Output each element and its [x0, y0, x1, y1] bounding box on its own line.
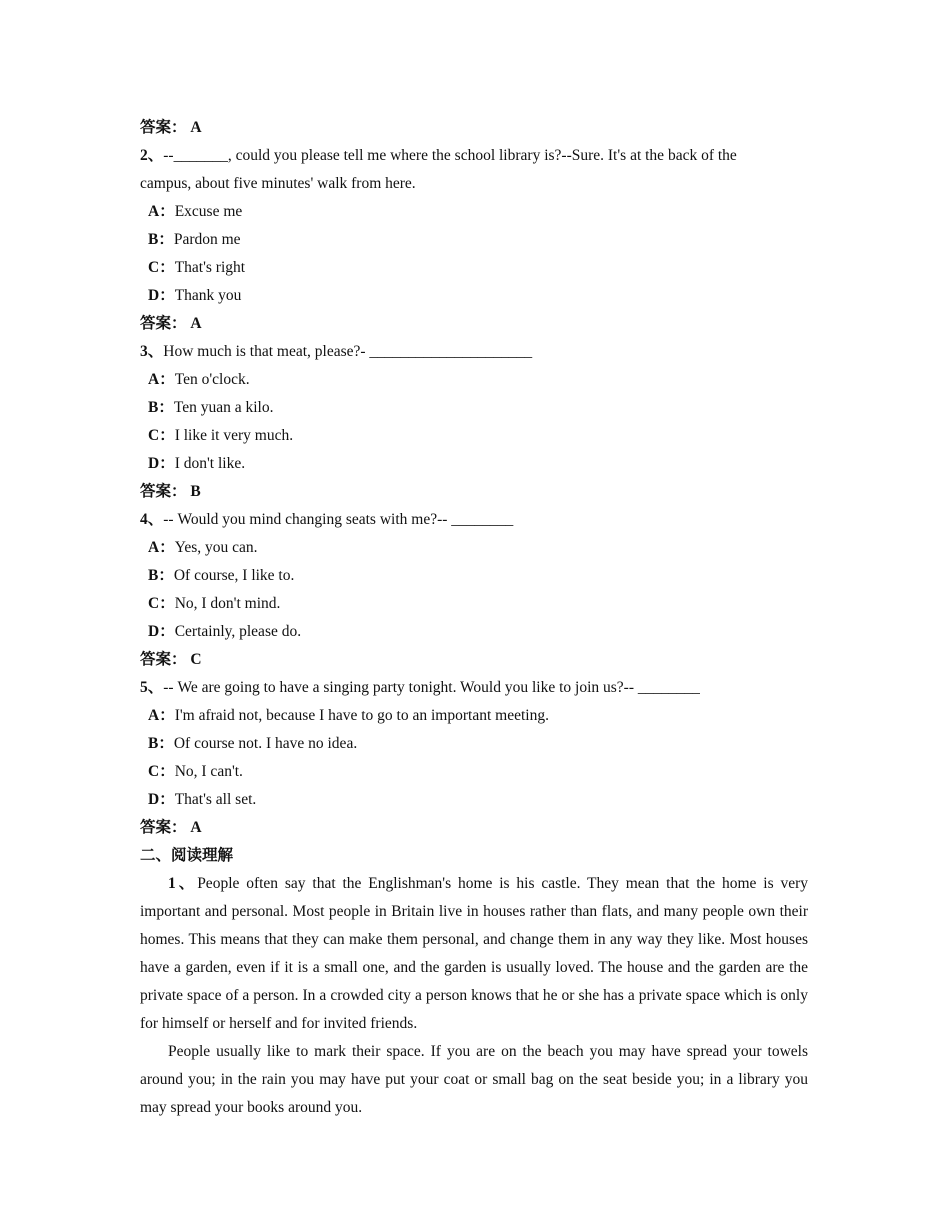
option-text: I'm afraid not, because I have to go to an important meeting.	[174, 707, 549, 724]
option-line	[140, 394, 808, 422]
option-letter: B：	[148, 567, 174, 584]
option-letter: A：	[148, 371, 175, 388]
answer-line	[140, 310, 808, 338]
option-line	[140, 226, 808, 254]
option-text: Yes, you can.	[174, 539, 258, 556]
option-text: Of course not. I have no idea.	[173, 735, 358, 752]
answer-line	[140, 114, 808, 142]
question-text: -- We are going to have a singing party tonight. Would you like to join us?-- ________	[163, 679, 700, 696]
option-line	[140, 730, 808, 758]
option-text: Ten o'clock.	[174, 371, 250, 388]
option-text: I like it very much.	[174, 427, 294, 444]
option-letter: A：	[148, 707, 175, 724]
option-letter: C：	[148, 763, 175, 780]
option-text: I don't like.	[174, 455, 246, 472]
option-letter: C：	[148, 259, 175, 276]
option-text: Thank you	[174, 287, 242, 304]
question-text: --_______, could you please tell me where the school library is?--Sure. It's at the back of the	[163, 147, 737, 164]
question-number: 2、	[140, 147, 164, 164]
option-line	[140, 198, 808, 226]
option-letter: B：	[148, 231, 174, 248]
option-text: Excuse me	[174, 203, 243, 220]
answer-value: A	[190, 315, 202, 332]
option-line	[140, 702, 808, 730]
option-text: No, I don't mind.	[174, 595, 281, 612]
question-number: 5、	[140, 679, 164, 696]
question-line	[140, 338, 808, 366]
question-number: 4、	[140, 511, 164, 528]
answer-label: 答案：	[140, 819, 187, 836]
answer-label: 答案：	[140, 483, 187, 500]
answer-value: A	[190, 819, 202, 836]
option-line	[140, 254, 808, 282]
option-letter: D：	[148, 623, 175, 640]
option-line	[140, 282, 808, 310]
option-letter: D：	[148, 455, 175, 472]
answer-line	[140, 814, 808, 842]
question-line	[140, 142, 808, 170]
option-text: That's right	[174, 259, 246, 276]
answer-label: 答案：	[140, 651, 187, 668]
question-number: 3、	[140, 343, 164, 360]
option-letter: D：	[148, 791, 175, 808]
option-text: Certainly, please do.	[174, 623, 302, 640]
option-line	[140, 534, 808, 562]
option-text: Ten yuan a kilo.	[173, 399, 274, 416]
reading-paragraph-1	[140, 870, 808, 1038]
option-letter: D：	[148, 287, 175, 304]
option-line	[140, 618, 808, 646]
question-text: How much is that meat, please?- _____________________	[163, 343, 533, 360]
option-line	[140, 422, 808, 450]
option-text: That's all set.	[174, 791, 257, 808]
reading-number: 1、	[168, 875, 198, 892]
option-letter: A：	[148, 203, 175, 220]
document-content	[140, 114, 808, 1122]
option-letter: A：	[148, 539, 175, 556]
answer-label: 答案：	[140, 315, 187, 332]
answer-line	[140, 646, 808, 674]
section-title: 二、阅读理解	[140, 847, 234, 864]
reading-paragraph-2: People usually like to mark their space. If you are on the beach you may have spread your towels around you; in the rain you may have put your coat or small bag on the seat beside you; in a library you may spread your books around you.	[140, 1043, 808, 1116]
option-line	[140, 758, 808, 786]
option-line	[140, 562, 808, 590]
answer-value: B	[190, 483, 201, 500]
option-letter: C：	[148, 595, 175, 612]
option-line	[140, 590, 808, 618]
option-line	[140, 450, 808, 478]
option-line	[140, 786, 808, 814]
question-line	[140, 506, 808, 534]
answer-value: C	[190, 651, 202, 668]
question-text-continued: campus, about five minutes' walk from here.	[140, 175, 416, 192]
option-text: Of course, I like to.	[173, 567, 295, 584]
question-text: -- Would you mind changing seats with me?-- ________	[163, 511, 514, 528]
option-line	[140, 366, 808, 394]
question-line	[140, 674, 808, 702]
answer-line	[140, 478, 808, 506]
option-letter: B：	[148, 399, 174, 416]
answer-label: 答案：	[140, 119, 187, 136]
reading-text: People often say that the Englishman's home is his castle. They mean that the home is very important and personal. Most people in Britain live in houses rather than flats, and many people own their homes. This means that they can make them personal, and change them in any way they like. Most houses have a garden, even if it is a small one, and the garden is usually loved. The house and the garden are the private space of a person. In a crowded city a person knows that he or she has a private space which is only for himself or herself and for invited friends.	[140, 875, 808, 1032]
option-letter: C：	[148, 427, 175, 444]
option-text: Pardon me	[173, 231, 241, 248]
answer-value: A	[190, 119, 202, 136]
option-letter: B：	[148, 735, 174, 752]
option-text: No, I can't.	[174, 763, 243, 780]
